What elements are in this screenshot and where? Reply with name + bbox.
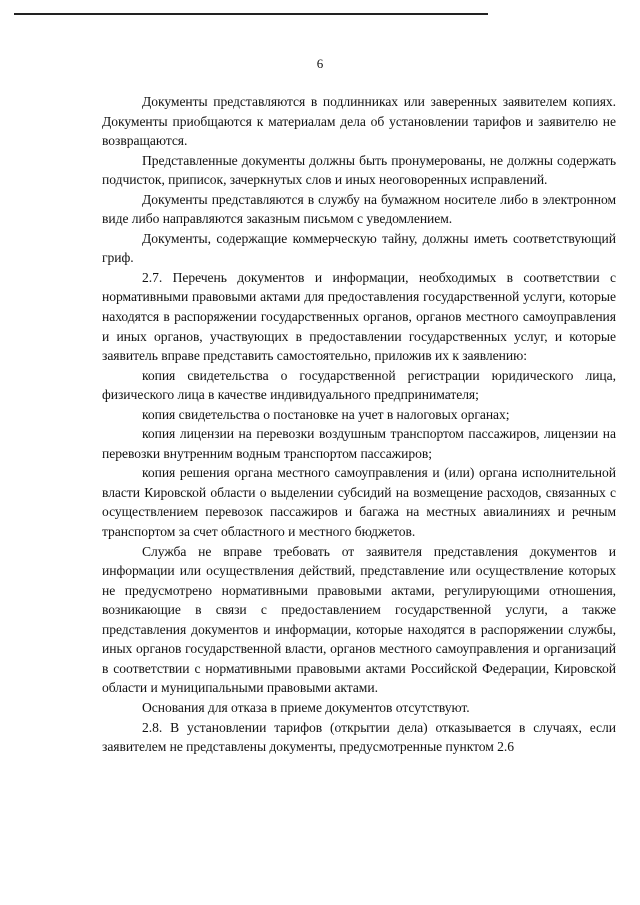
paragraph-numbering-requirements: Представленные документы должны быть пронумерованы, не должны содержать подчисток, приписок, зачеркнутых слов и иных неоговоренных исправлений. [102,152,616,188]
list-item-transport-license: копия лицензии на перевозки воздушным транспортом пассажиров, лицензии на перевозки внутренним водным транспортом пассажиров; [102,426,616,461]
paragraph-commercial-secret: Документы, содержащие коммерческую тайну, должны иметь соответствующий гриф. [102,230,616,266]
paragraph-service-restrictions: Служба не вправе требовать от заявителя представления документов и информации или осуществления действий, представление или осуществление которых не предусмотрено нормативными правовыми актами, регулирующими отношения, возникающие в связи с предоставлением государственной услуги, а также представления документов и информации, которые находятся в распоряжении службы, иных органов государственной власти, органов местного самоуправления и организаций в соответствии с нормативными правовыми актами Российской Федерации, Кировской области и муниципальными правовыми актами. [102,543,616,696]
paragraph-submission-format: Документы представляются в службу на бумажном носителе либо в электронном виде либо направляются заказным письмом с уведомлением. [102,191,616,227]
list-item-subsidy-decision: копия решения органа местного самоуправления и (или) органа исполнительной власти Кировской области о выделении субсидий на возмещение расходов, связанных с осуществлением перевозок пассажиров и багажа на местных авиалиниях и речным транспортом за счет областного и местного бюджетов. [102,465,616,540]
paragraph-documents-originals: Документы представляются в подлинниках или заверенных заявителем копиях. Документы приобщаются к материалам дела об установлении тарифов и заявителю не возвращаются. [102,94,616,149]
list-item-registration-certificate: копия свидетельства о государственной регистрации юридического лица, физического лица в качестве индивидуального предпринимателя; [102,367,616,403]
paragraph-no-refusal-grounds: Основания для отказа в приеме документов отсутствуют. [142,699,470,715]
paragraph-section-2-8: 2.8. В установлении тарифов (открытии дела) отказывается в случаях, если заявителем не представлены документы, предусмотренные пунктом 2.6 [102,719,616,755]
document-body [102,92,616,757]
header-rule [14,13,488,15]
page-number: 6 [316,56,324,71]
paragraph-section-2-7: 2.7. Перечень документов и информации, необходимых в соответствии с нормативными правовыми актами для предоставления государственной услуги, которые находятся в распоряжении государственных органов, органов местного самоуправления и иных органов, участвующих в предоставлении государственных услуг, и которые заявитель вправе представить самостоятельно, приложив их к заявлению: [102,269,616,364]
list-item-tax-registration: копия свидетельства о постановке на учет в налоговых органах; [142,406,510,422]
